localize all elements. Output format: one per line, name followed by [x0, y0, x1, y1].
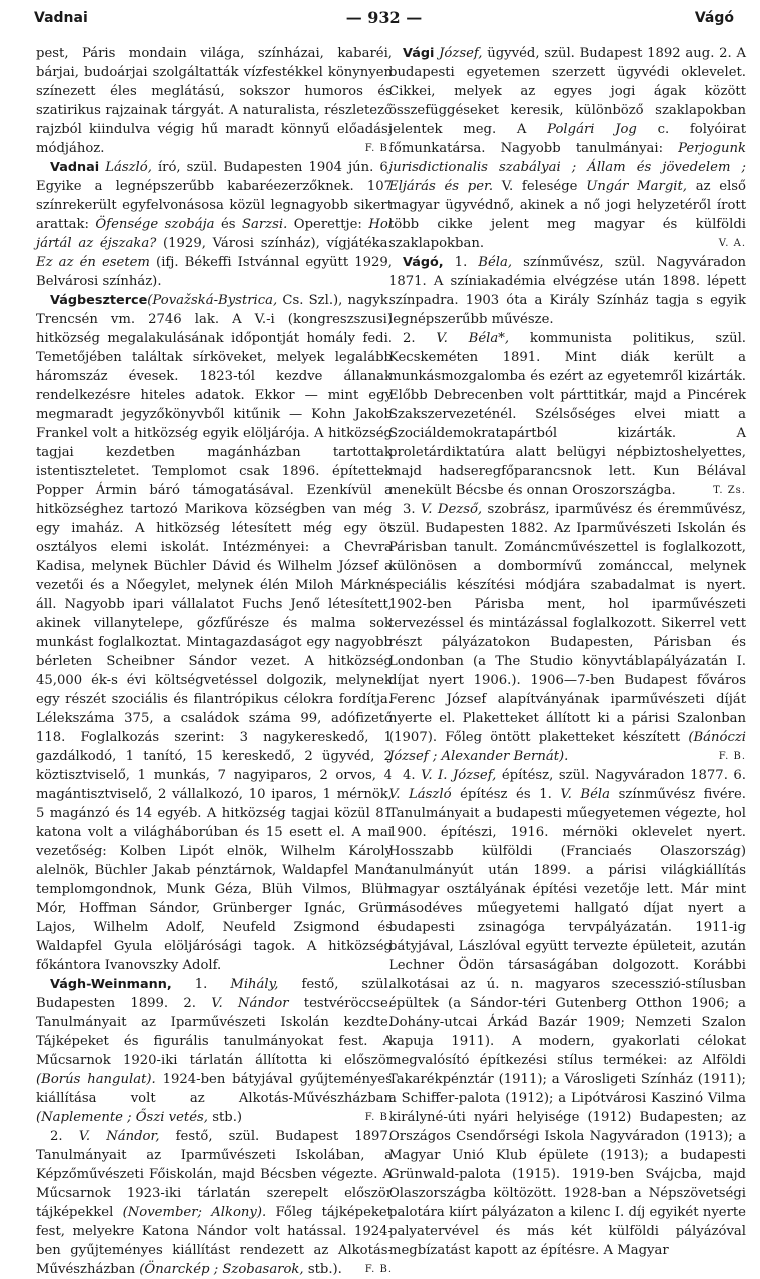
subentry-number: 3. — [403, 502, 422, 517]
entry-vagi — [389, 44, 746, 253]
entry-name: V. Béla*, — [436, 331, 510, 346]
entry-text: Cs. Szl.), nagyk. Trencsén vm. 2746 lak. A V.-i (kongreszszusi) hitközség megalakulásának időpontját homály fedi. Temetőjében találtak sírköveket, melyek legalább háromszáz évesek. 1823-tól kezdve állanak rendelkezésre hiteles adatok. Ekkor — mint egy megmaradt jegyzőkönyvből kitűnik — Kohn Jakob Frankel volt a hitközség egyik elöljárója. A hitközség tagjai kezdetben magánházban tartottak istentiszteletet. Templomot csak 1896. építettek Popper Ármin báró támogatásával. Ezenkívül a hitközséghez tartozó Marikova községben van még egy imaház. A hitközség létesített még egy öt osztályos elemi iskolát. Intézményei: a Chevra Kadisa, melynek Büchler Dávid és Wilhelm József a vezetői és a Nőegylet, melynek élén Miloh Márkné áll. Nagyobb ipari vállalatot Fuchs Jenő létesített, akinek villanytelepe, gőzfűrésze és malma sok munkást foglalkoztat. Mintagazdaságot egy nagyobb bérleten Scheibner Sándor vezet. A hitközség 45,000 ék-s évi költségvetéssel dolgozik, melynek egy részét szociális és filantrópikus célokra fordítja. Lélekszáma 375, a családok száma 99, adófizető 118. Foglalkozás szerint: 3 nagykereskedő, 1 gazdálkodó, 1 tanító, 15 kereskedő, 2 ügyvéd, 2 köztisztviselő, 1 munkás, 7 nagyiparos, 2 orvos, 4 magántisztviselő, 2 vállalkozó, 10 iparos, 1 mérnök, 5 magánzó és 14 egyéb. A hitközség tagjai közül 81 katona volt a világháborúban és 15 esett el. A mai vezetőség: Kolben Lipót elnök, Wilhelm Károly alelnök, Büchler Jakab pénztárnok, Waldapfel Manó templomgondnok, Munk Géza, Blüh Vilmos, Blüh Mór, Hoffman Sándor, Grünberger Ignác, Grün Lajos, Wilhelm Adolf, Neufeld Zsigmond és Waldapfel Gyula elöljárósági tagok. A hitközség főkántora Ivanovszky Adolf. — [36, 293, 392, 973]
entry-text: építész és 1. — [451, 787, 561, 802]
work-title: (Önarckép ; Szobasarok, — [139, 1262, 304, 1277]
right-column — [389, 44, 746, 1260]
entry-text: stb.) — [208, 1110, 243, 1125]
entry-vagh-weinmann — [36, 975, 392, 1127]
entry-text: Főleg tájképeket fest, melyekre Katona Nándor volt hatással. 1924-ben gyűjteményes kiállítást rendezett az Alkotás-Művészházban — [36, 1205, 392, 1277]
entry-text: színművész, szül. Nagyváradon 1871. A színiakadémia elvégzése után 1898. lépett színpadra. 1903 óta a Király Színház tagja s egyik legnépszerűbb művésze. — [389, 255, 746, 327]
entry-vago — [389, 253, 746, 329]
entry-text: pest, Páris mondain világa, színházai, kabaréi, bárjai, budoárjai szolgáltatták vízfestékkel könynyen színezett éles meglátású, sokszor humoros és szatirikus rajzainak tárgyát. A naturalista, részletező rajzból kiindulva végig hű maradt könnyű előadási módjához. — [36, 46, 392, 156]
work-title: (Borús hangulat). — [36, 1072, 156, 1087]
entry-text: festő, szül. Budapest 1897. Tanulmányait az Iparművészeti Iskolában, a Képzőművészeti Főiskolán, majd Bécsben végezte. A Műcsarnok 1923-iki tárlatán szerepelt először tájképekkel — [36, 1129, 393, 1220]
author-signature: F. B. — [364, 143, 392, 154]
entry-text: író, szül. Budapesten 1904 jún. 6. Egyike a legnépszerűbb kabaréezerzőknek. 107 színrekerült egyfelvonásosa közül legnagyobb sikert arattak: — [36, 160, 392, 232]
subentry-number: 1. — [443, 255, 479, 270]
entry-text: színművész fivére. Tanulmányait a budapesti műegyetemen végezte, hol 1900. építészi, 1916. mérnöki oklevelet nyert. Hosszabb külföldi (Franciaés Olaszország) tanulmányút után 1899. a párisi világkiállítás magyar osztályának építési vezetője lett. Már mint másodéves műegyetemi hallgató díjat nyert a budapesti zsinagóga tervpályázatán. 1911-ig bátyjával, Lászlóval együtt tervezte épületeit, azután Lechner Ödön társaságában dolgozott. Korábbi alkotásai az ú. n. magyaros szecesszió-stílusban épültek (a Sándor-téri Gutenberg Otthon 1906; a Dohány-utcai Árkád Bazár 1909; Nemzeti Szalon kapuja 1911). A modern, gyakorlati célokat megvalósító építkezési stílus termékei: az Alföldi Takarékpénztár (1911); a Városligeti Színház (1911); a Schiffer-palota (1912); a Lipótvárosi Kaszinó Vilma királyné-úti nyári helyisége (1912) Budapesten; az Országos Csendőrségi Iskola Nagyváradon (1913); a Magyar Unió Klub épülete (1913); a budapesti Grünwald-palota (1915). 1919-ben Svájcba, majd Olaszországba költözött. 1928-ban a Népszövetségi palotára kiírt pályázaton a kilenc I. díj egyikét nyerte palyatervével és más két külföldi pályázóval megbízatást kapott az építésre. A Magyar — [389, 787, 746, 1258]
work-title: Polgári Jog — [547, 122, 637, 137]
author-signature: F. B. — [364, 1112, 392, 1123]
author-signature: V. A. — [718, 238, 746, 249]
entry-headword: Vágh-Weinmann, — [50, 977, 172, 992]
subentry-number: 1. — [171, 977, 231, 992]
entry-text: és — [214, 217, 242, 232]
entry-name: V. I. József, — [421, 768, 497, 783]
entry-vadnai — [36, 158, 392, 291]
cross-reference: V. László — [389, 787, 452, 802]
entry-name: Béla, — [478, 255, 513, 270]
entry-name: V. Nándor, — [78, 1129, 160, 1144]
author-signature: F. B. — [718, 751, 746, 762]
entry-alt-name: (Považská-Bystrica, — [147, 293, 278, 308]
work-title: Sarzsi. — [242, 217, 288, 232]
work-title: (Bánóczi József ; Alexander Bernát). — [389, 730, 746, 764]
entry-name: Ungár Margit, — [586, 179, 687, 194]
entry-text: stb.). — [303, 1262, 342, 1277]
entry-name: József, — [439, 46, 483, 61]
cross-reference: V. Béla — [560, 787, 611, 802]
header-left-guideword: Vadnai — [34, 10, 88, 26]
entry-text: festő, szül. Budapesten 1899. 2. — [36, 977, 392, 1011]
work-title: (Naplemente ; Őszi vetés, — [36, 1110, 208, 1125]
page-header — [34, 6, 734, 30]
entry-text: Operettje: — [287, 217, 369, 232]
work-title: Ez az én esetem — [36, 255, 150, 270]
entry-text: testvéröccse. Tanulmányait az Iparművészeti Iskolán kezdte. Tájképeket és figurális tanulmányokat fest. A Műcsarnok 1920-iki tárlatán állította ki először — [36, 996, 392, 1068]
work-title: (November; Alkony). — [122, 1205, 267, 1220]
page-number: — 932 — — [345, 8, 423, 27]
entry-text: V. felesége — [493, 179, 587, 194]
header-right-guideword: Vágó — [694, 10, 734, 26]
entry-text: (1929, Városi színház), vígjátéka: — [156, 236, 392, 251]
cross-reference: V. Nándor — [211, 996, 289, 1011]
entry-headword: Vági — [403, 46, 435, 61]
entry-text: építész, szül. Nagyváradon 1877. 6. — [496, 768, 746, 783]
entry-text: (ifj. Békeffi Istvánnal együtt 1929, Belvárosi színház). — [36, 255, 393, 289]
subentry-vagh-nandor — [36, 1127, 392, 1279]
author-signature: F. B. — [364, 1264, 392, 1275]
subentry-vago-dezso — [389, 500, 746, 766]
subentry-number: 4. — [403, 768, 422, 783]
work-title: Hol jártál az éjszaka? — [36, 217, 392, 251]
entry-text: az első magyar ügyvédnő, akinek a nő jogi helyzetéről írott több cikke jelent meg magyar és külföldi szaklapokban. — [389, 179, 746, 251]
left-column — [36, 44, 392, 1279]
entry-headword: Vágó, — [403, 255, 444, 270]
work-title: Öfensége szobája — [95, 217, 215, 232]
entry-text: kommunista politikus, szül. Kecskeméten 1891. Mint diák került a munkásmozgalomba és ezért az egyetemről kizárták. Előbb Debrecenben volt párttitkár, majd a Pincérek Szakszervezeténél. Szélsőséges elvei miatt a Szociáldemokratapártból kizárták. A proletárdiktatúra alatt belügyi népbiztoshelyettes, majd hadseregfőparancsnok lett. Kun Bélával menekült Bécsbe és onnan Oroszországba. — [389, 331, 746, 498]
subentry-number: 2. — [50, 1129, 79, 1144]
subentry-vago-jozsef — [389, 766, 746, 1260]
author-signature: T. Zs. — [713, 485, 746, 496]
work-title: Perjogunk jurisdictionalis szabályai ; Állam és jövedelem ; Eljárás és per. — [389, 141, 746, 194]
entry-name: V. Dezső, — [421, 502, 483, 517]
entry-headword: Vágbeszterce — [50, 293, 148, 308]
subentry-vago-bela — [389, 329, 746, 500]
entry-headword: Vadnai — [50, 160, 100, 175]
entry-name: László, — [105, 160, 152, 175]
entry-text: szobrász, iparművész és éremművész, szül. Budapesten 1882. Az Iparművészeti Iskolán és Párisban tanult. Zománcművészettel is foglalkozott, különösen a dombormívű zománccal, melynek speciális készítési módjára szabadalmat is nyert. 1902-ben Párisba ment, hol iparművészeti tervezéssel és mintázással foglalkozott. Sikerrel vett részt pályázatokon Budapesten, Párisban és Londonban (a The Studio könyvtáblapályázatán I. díjat nyert 1906.). 1906—7-ben Budapest főváros Ferenc József alapítványának iparművészeti díját nyerte el. Plaketteket állított ki a párisi Szalonban (1907). Főleg öntött plaketteket készített — [389, 502, 746, 745]
entry-text: ügyvéd, szül. Budapest 1892 aug. 2. A budapesti egyetemen szerzett ügyvédi oklevelet. Cikkei, melyek az egyes jogi ágak között összefüggéseket keresik, különböző szaklapokban jelentek meg. A — [389, 46, 746, 137]
entry-text: c. folyóirat főmunkatársa. Nagyobb tanulmányai: — [389, 122, 746, 156]
entry-vagbeszterce — [36, 291, 392, 975]
entry-name: Mihály, — [230, 977, 279, 992]
entry-continuation — [36, 44, 392, 158]
subentry-number: 2. — [403, 331, 437, 346]
entry-text: 1924-ben bátyjával gyűjteményes kiállítása volt az Alkotás-Művészházban — [36, 1072, 392, 1106]
